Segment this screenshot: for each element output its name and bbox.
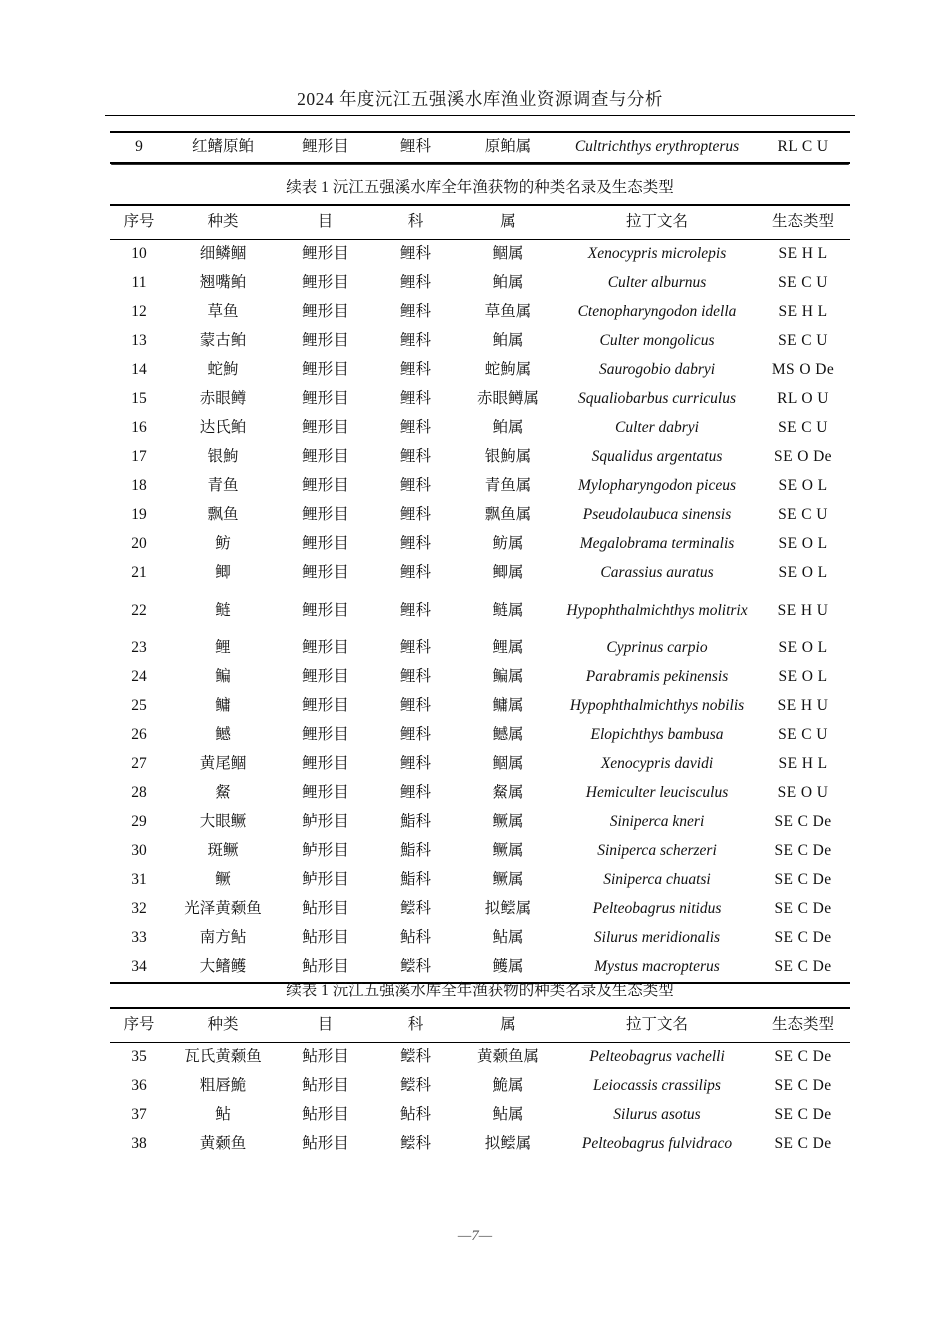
cell-eco: SE O De: [774, 448, 832, 466]
cell-genus: 赤眼鳟属: [476, 390, 539, 408]
cell-species: 蒙古鲌: [199, 332, 247, 350]
cell-genus: 鲴属: [492, 755, 524, 773]
cell-no: 10: [131, 245, 147, 263]
table-row: [110, 1072, 850, 1101]
cell-species: 鳙: [215, 697, 231, 715]
cell-latin: Cyprinus carpio: [606, 639, 708, 657]
table-row: [110, 663, 850, 692]
cell-eco: SE H U: [777, 697, 829, 715]
cell-no: 12: [131, 303, 147, 321]
table-row: [110, 132, 850, 163]
table-row: [110, 414, 850, 443]
cell-species: 达氏鲌: [199, 419, 247, 437]
cell-latin: Xenocypris microlepis: [587, 245, 727, 263]
cell-species: 鲫: [215, 564, 231, 582]
cell-eco: SE H U: [777, 601, 829, 619]
cell-eco: SE C De: [774, 1077, 832, 1095]
header-rule: [105, 115, 855, 116]
cell-eco: SE C U: [778, 274, 828, 292]
cell-no: 36: [131, 1077, 147, 1095]
cell-no: 20: [131, 535, 147, 553]
table-row: [110, 356, 850, 385]
column-header-genus: 属: [500, 213, 516, 231]
column-header-family: 科: [407, 213, 424, 231]
cell-genus: 黄颡鱼属: [476, 1048, 539, 1066]
cell-family: 鲤科: [399, 726, 431, 744]
table-row: [110, 924, 850, 953]
cell-latin: Cultrichthys erythropterus: [574, 138, 740, 156]
table-row: [110, 866, 850, 895]
cell-no: 25: [131, 697, 147, 715]
cell-family: 鲿科: [399, 1048, 431, 1066]
cell-order: 鲤形目: [302, 639, 349, 657]
cell-eco: SE C De: [774, 900, 832, 918]
cell-genus: 飘鱼属: [484, 506, 532, 524]
cell-no: 29: [131, 813, 147, 831]
cell-genus: 鮠属: [492, 1077, 524, 1095]
cell-genus: 鲇属: [492, 929, 524, 947]
cell-latin: Squalidus argentatus: [591, 448, 723, 466]
cell-order: 鲤形目: [302, 506, 349, 524]
cell-latin: Mylopharyngodon piceus: [578, 477, 736, 495]
cell-no: 38: [131, 1135, 147, 1153]
cell-latin: Siniperca kneri: [609, 813, 705, 831]
cell-no: 37: [131, 1106, 147, 1124]
cell-eco: SE C De: [774, 1048, 832, 1066]
cell-order: 鲈形目: [302, 871, 349, 889]
cell-family: 鮨科: [399, 813, 431, 831]
cell-genus: 草鱼属: [484, 303, 532, 321]
cell-latin: Xenocypris davidi: [600, 755, 714, 773]
table-row: [110, 240, 850, 270]
cell-species: 鲢: [215, 601, 231, 619]
column-header-species: 种类: [207, 1016, 239, 1034]
cell-eco: SE C De: [774, 871, 832, 889]
cell-latin: Leiocassis crassilips: [593, 1077, 721, 1095]
table-bottom: [110, 976, 850, 1159]
cell-genus: 蛇鮈属: [484, 361, 532, 379]
cell-genus: 原鲌属: [484, 138, 532, 156]
cell-family: 鲤科: [399, 564, 431, 582]
cell-family: 鲤科: [399, 245, 431, 263]
cell-no: 34: [131, 958, 147, 976]
column-header-eco: 生态类型: [771, 213, 834, 231]
column-header-latin: 拉丁文名: [625, 213, 688, 231]
table-row: [110, 385, 850, 414]
cell-latin: Carassius auratus: [600, 564, 714, 582]
cell-latin: Hypophthalmichthys molitrix: [566, 602, 748, 620]
cell-latin: Parabramis pekinensis: [585, 668, 729, 686]
cell-order: 鲤形目: [302, 390, 349, 408]
cell-latin: Culter dabryi: [615, 419, 699, 437]
table-row: [110, 721, 850, 750]
cell-species: 赤眼鳟: [199, 390, 247, 408]
cell-family: 鲤科: [399, 639, 431, 657]
cell-genus: 鲌属: [492, 419, 524, 437]
cell-genus: 鳜属: [492, 871, 524, 889]
cell-genus: 鲴属: [492, 245, 524, 263]
cell-family: 鲤科: [399, 697, 431, 715]
cell-latin: Siniperca chuatsi: [603, 871, 711, 889]
cell-eco: SE O L: [778, 535, 828, 553]
cell-no: 23: [131, 639, 147, 657]
cell-latin: Culter mongolicus: [599, 332, 715, 350]
cell-species: 黄尾鲴: [199, 755, 247, 773]
table-row: [110, 588, 850, 634]
cell-latin: Hypophthalmichthys nobilis: [569, 697, 745, 715]
cell-order: 鲤形目: [302, 601, 349, 619]
cell-latin: Megalobrama terminalis: [579, 535, 735, 553]
cell-family: 鲤科: [399, 361, 431, 379]
cell-genus: 䱗属: [492, 784, 524, 802]
cell-order: 鲤形目: [302, 303, 349, 321]
table-row: [110, 1043, 850, 1073]
cell-no: 26: [131, 726, 147, 744]
table-row: [110, 327, 850, 356]
column-header-no: 序号: [123, 1016, 155, 1034]
cell-latin: Silurus meridionalis: [593, 929, 721, 947]
table-row: [110, 298, 850, 327]
cell-order: 鲇形目: [302, 900, 349, 918]
cell-family: 鲇科: [399, 929, 431, 947]
cell-genus: 鲌属: [492, 332, 524, 350]
cell-family: 鲿科: [399, 958, 431, 976]
cell-family: 鲤科: [399, 668, 431, 686]
table-header-row: [110, 205, 850, 240]
cell-no: 16: [131, 419, 147, 437]
cell-family: 鲤科: [399, 138, 431, 156]
cell-species: 斑鳜: [207, 842, 239, 860]
table-caption: 续表 1 沅江五强溪水库全年渔获物的种类名录及生态类型: [286, 982, 674, 1000]
cell-eco: SE C De: [774, 813, 832, 831]
cell-species: 大眼鳜: [199, 813, 247, 831]
cell-no: 21: [131, 564, 147, 582]
cell-species: 飘鱼: [207, 506, 239, 524]
table-header-row: [110, 1008, 850, 1043]
cell-latin: Squaliobarbus curriculus: [577, 390, 737, 408]
table-middle: [110, 173, 850, 984]
cell-eco: SE H L: [778, 245, 828, 263]
cell-latin: Ctenopharyngodon idella: [577, 303, 737, 321]
cell-order: 鲇形目: [302, 1048, 349, 1066]
cell-latin: Elopichthys bambusa: [590, 726, 724, 744]
cell-family: 鲿科: [399, 1077, 431, 1095]
cell-family: 鲿科: [399, 1135, 431, 1153]
cell-no: 33: [131, 929, 147, 947]
table-row: [110, 501, 850, 530]
cell-order: 鲇形目: [302, 929, 349, 947]
cell-eco: RL C U: [777, 138, 829, 156]
cell-family: 鲤科: [399, 784, 431, 802]
cell-genus: 鲤属: [492, 639, 524, 657]
cell-genus: 鲫属: [492, 564, 524, 582]
cell-eco: SE O L: [778, 564, 828, 582]
cell-no: 32: [131, 900, 147, 918]
table-row: [110, 530, 850, 559]
cell-genus: 鲇属: [492, 1106, 524, 1124]
table-row: [110, 559, 850, 588]
cell-no: 31: [131, 871, 147, 889]
cell-genus: 拟鲿属: [484, 900, 532, 918]
cell-genus: 拟鲿属: [484, 1135, 532, 1153]
cell-genus: 鳊属: [492, 668, 524, 686]
table-top-fragment: [110, 131, 850, 164]
running-header: 2024 年度沅江五强溪水库渔业资源调查与分析: [297, 89, 663, 109]
table-caption: 续表 1 沅江五强溪水库全年渔获物的种类名录及生态类型: [286, 179, 674, 197]
cell-latin: Pelteobagrus vachelli: [589, 1048, 725, 1066]
cell-order: 鲤形目: [302, 535, 349, 553]
cell-family: 鲤科: [399, 755, 431, 773]
cell-genus: 鳙属: [492, 697, 524, 715]
cell-eco: SE O U: [777, 784, 829, 802]
cell-order: 鲤形目: [302, 726, 349, 744]
cell-order: 鲇形目: [302, 958, 349, 976]
table-row: [110, 692, 850, 721]
cell-species: 细鳞鲴: [199, 245, 247, 263]
cell-family: 鲤科: [399, 332, 431, 350]
cell-eco: SE O L: [778, 639, 828, 657]
cell-family: 鲤科: [399, 419, 431, 437]
cell-no: 17: [131, 448, 147, 466]
cell-species: 鳜: [215, 871, 231, 889]
cell-genus: 鳜属: [492, 813, 524, 831]
cell-no: 35: [131, 1048, 147, 1066]
table-caption-row: [110, 976, 850, 1008]
table-row: [110, 1130, 850, 1159]
cell-eco: SE H L: [778, 303, 828, 321]
cell-family: 鲤科: [399, 601, 431, 619]
column-header-genus: 属: [500, 1016, 516, 1034]
cell-family: 鲇科: [399, 1106, 431, 1124]
cell-order: 鲤形目: [302, 419, 349, 437]
cell-species: 银鮈: [207, 448, 239, 466]
cell-eco: RL O U: [777, 390, 829, 408]
cell-species: 鳡: [215, 726, 231, 744]
cell-eco: MS O De: [771, 361, 835, 379]
cell-family: 鲤科: [399, 448, 431, 466]
cell-no: 22: [131, 601, 147, 619]
cell-species: 鲤: [215, 639, 231, 657]
cell-eco: SE C De: [774, 842, 832, 860]
cell-species: 鲂: [215, 535, 231, 553]
cell-species: 瓦氏黄颡鱼: [184, 1048, 262, 1066]
cell-eco: SE O L: [778, 477, 828, 495]
column-header-latin: 拉丁文名: [625, 1016, 688, 1034]
cell-genus: 鲢属: [492, 601, 524, 619]
table-row: [110, 837, 850, 866]
cell-family: 鲤科: [399, 477, 431, 495]
page-number: —7—: [457, 1228, 493, 1244]
cell-latin: Silurus asotus: [613, 1106, 701, 1124]
column-header-species: 种类: [207, 213, 239, 231]
cell-order: 鲇形目: [302, 1106, 349, 1124]
cell-no: 15: [131, 390, 147, 408]
table-row: [110, 443, 850, 472]
table-row: [110, 895, 850, 924]
column-header-order: 目: [317, 1016, 334, 1034]
table-row: [110, 750, 850, 779]
cell-species: 大鳍鳠: [199, 958, 247, 976]
table-caption-row: [110, 173, 850, 205]
cell-order: 鲤形目: [302, 138, 349, 156]
table-row: [110, 269, 850, 298]
cell-family: 鮨科: [399, 871, 431, 889]
cell-order: 鲤形目: [302, 361, 349, 379]
cell-order: 鲈形目: [302, 813, 349, 831]
cell-eco: SE C De: [774, 929, 832, 947]
cell-order: 鲤形目: [302, 564, 349, 582]
table-bottom-body: [110, 976, 850, 1159]
cell-eco: SE C U: [778, 332, 828, 350]
cell-order: 鲇形目: [302, 1135, 349, 1153]
cell-no: 9: [135, 138, 143, 156]
cell-family: 鲤科: [399, 506, 431, 524]
cell-genus: 鳡属: [492, 726, 524, 744]
column-header-eco: 生态类型: [771, 1016, 834, 1034]
cell-eco: SE C De: [774, 958, 832, 976]
cell-species: 青鱼: [207, 477, 239, 495]
cell-species: 黄颡鱼: [199, 1135, 247, 1153]
table-middle-body: [110, 173, 850, 983]
table-row: [110, 472, 850, 501]
cell-genus: 青鱼属: [484, 477, 532, 495]
cell-order: 鲤形目: [302, 755, 349, 773]
cell-family: 鲤科: [399, 390, 431, 408]
cell-no: 30: [131, 842, 147, 860]
cell-no: 28: [131, 784, 147, 802]
cell-species: 䱗: [215, 784, 231, 802]
cell-species: 光泽黄颡鱼: [184, 900, 262, 918]
cell-species: 翘嘴鲌: [199, 274, 247, 292]
cell-order: 鲈形目: [302, 842, 349, 860]
cell-latin: Pseudolaubuca sinensis: [582, 506, 732, 524]
cell-no: 27: [131, 755, 147, 773]
cell-no: 13: [131, 332, 147, 350]
cell-species: 南方鲇: [199, 929, 247, 947]
cell-no: 11: [131, 274, 147, 292]
table-row: [110, 1101, 850, 1130]
cell-eco: SE H L: [778, 755, 828, 773]
cell-eco: SE O L: [778, 668, 828, 686]
table-row: [110, 779, 850, 808]
cell-family: 鲤科: [399, 535, 431, 553]
cell-genus: 鳠属: [492, 958, 524, 976]
column-header-family: 科: [407, 1016, 424, 1034]
cell-order: 鲤形目: [302, 332, 349, 350]
cell-no: 24: [131, 668, 147, 686]
table-row: [110, 808, 850, 837]
cell-eco: SE C De: [774, 1135, 832, 1153]
cell-order: 鲤形目: [302, 477, 349, 495]
cell-order: 鲇形目: [302, 1077, 349, 1095]
cell-genus: 银鮈属: [484, 448, 532, 466]
cell-eco: SE C U: [778, 419, 828, 437]
cell-family: 鮨科: [399, 842, 431, 860]
cell-no: 19: [131, 506, 147, 524]
cell-genus: 鲌属: [492, 274, 524, 292]
cell-order: 鲤形目: [302, 245, 349, 263]
cell-genus: 鳜属: [492, 842, 524, 860]
cell-eco: SE C U: [778, 726, 828, 744]
cell-species: 红鳍原鲌: [191, 138, 254, 156]
cell-no: 18: [131, 477, 147, 495]
cell-eco: SE C U: [778, 506, 828, 524]
cell-latin: Pelteobagrus nitidus: [592, 900, 722, 918]
cell-no: 14: [131, 361, 147, 379]
column-header-no: 序号: [123, 213, 155, 231]
cell-species: 鳊: [215, 668, 231, 686]
cell-family: 鲿科: [399, 900, 431, 918]
cell-latin: Saurogobio dabryi: [598, 361, 716, 379]
table-top-body: [110, 132, 850, 163]
cell-eco: SE C De: [774, 1106, 832, 1124]
cell-order: 鲤形目: [302, 274, 349, 292]
cell-species: 粗唇鮠: [199, 1077, 247, 1095]
cell-species: 草鱼: [207, 303, 239, 321]
cell-order: 鲤形目: [302, 697, 349, 715]
cell-latin: Pelteobagrus fulvidraco: [581, 1135, 733, 1153]
cell-family: 鲤科: [399, 274, 431, 292]
table-row: [110, 634, 850, 663]
column-header-order: 目: [317, 213, 334, 231]
cell-latin: Mystus macropterus: [594, 958, 720, 976]
cell-latin: Culter alburnus: [607, 274, 707, 292]
cell-species: 蛇鮈: [207, 361, 239, 379]
cell-species: 鲇: [215, 1106, 231, 1124]
cell-genus: 鲂属: [492, 535, 524, 553]
cell-latin: Siniperca scherzeri: [597, 842, 717, 860]
cell-order: 鲤形目: [302, 784, 349, 802]
cell-latin: Hemiculter leucisculus: [585, 784, 729, 802]
cell-order: 鲤形目: [302, 448, 349, 466]
cell-order: 鲤形目: [302, 668, 349, 686]
cell-family: 鲤科: [399, 303, 431, 321]
